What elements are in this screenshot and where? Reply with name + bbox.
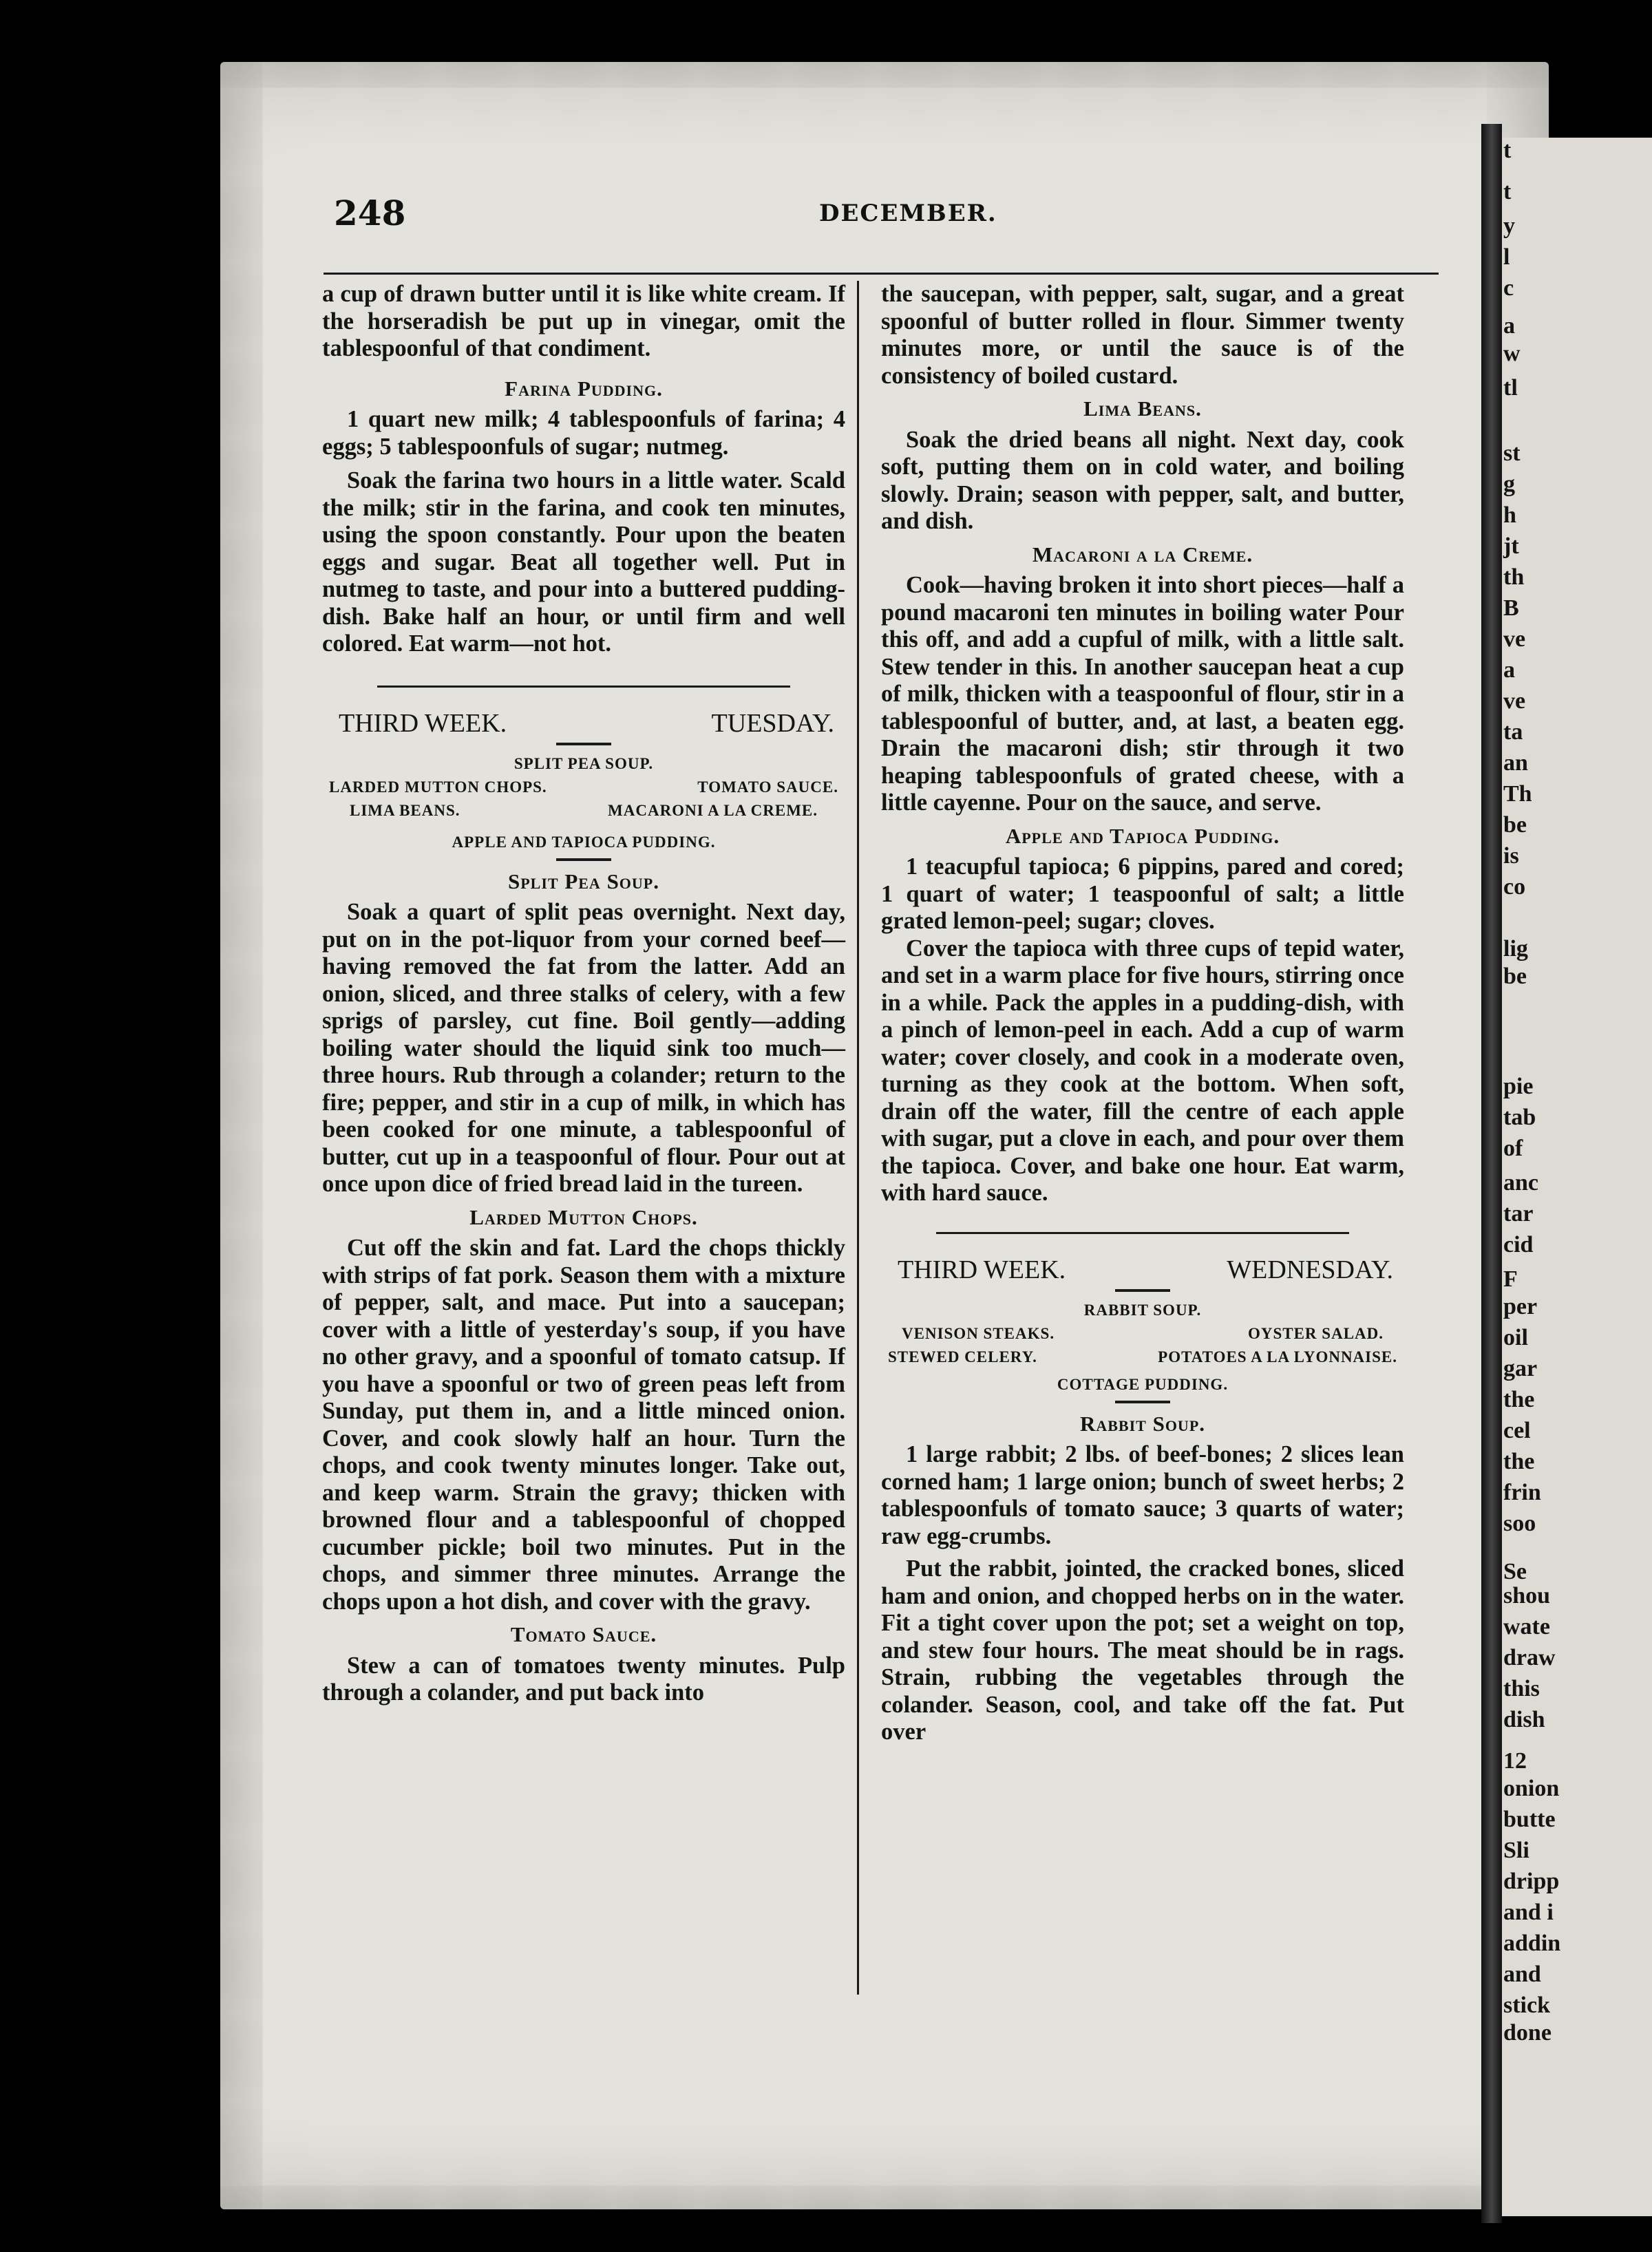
facing-page-fragment: ta bbox=[1503, 719, 1523, 745]
facing-page-fragment: tar bbox=[1503, 1201, 1534, 1226]
facing-page-fragment: this bbox=[1503, 1676, 1540, 1701]
lima-method: Soak the dried beans all night. Next day, cook soft, putting them on in cold water, and boiling slowly. Drain; season with pepper, salt, and butter, and dish. bbox=[881, 426, 1404, 534]
facing-page-fragment: a bbox=[1503, 313, 1515, 339]
facing-page-fragment: B bbox=[1503, 595, 1519, 621]
facing-page-fragment: ve bbox=[1503, 626, 1526, 652]
facing-page-fragment: tab bbox=[1503, 1105, 1536, 1130]
facing-page-fragment: c bbox=[1503, 275, 1514, 301]
facing-page-fragment: is bbox=[1503, 843, 1519, 869]
facing-page-fragment: dripp bbox=[1503, 1869, 1560, 1894]
facing-page-fragment: addin bbox=[1503, 1931, 1561, 1956]
mutton-method: Cut off the skin and fat. Lard the chops thickly with strips of fat pork. Season them with a mixture of pepper, salt, and mace. Put into a saucepan; cover with a little of yesterday's soup, if you have no other gravy, and a spoonful of tomato catsup. If you have a spoonful or two of green peas left from Sunday, put them in, and a little minced onion. Cover, and cook slowly half an hour. Turn the chops, and cook twenty minutes longer. Take out, and keep warm. Strain the gravy; thicken with browned flour and a tablespoonful of chopped cucumber pickle; boil two minutes. Put in the chops, and simmer three minutes. Arrange the chops upon a hot dish, and cover with the gravy. bbox=[322, 1235, 845, 1615]
menu-item: RABBIT SOUP. bbox=[1083, 1301, 1202, 1319]
short-rule bbox=[1115, 1289, 1170, 1292]
recipe-title-apple-tapioca: Apple and Tapioca Pudding. bbox=[1005, 823, 1280, 848]
week-heading bbox=[339, 708, 834, 739]
recipe-title-lima: Lima Beans. bbox=[1083, 396, 1202, 421]
rabbit-method: Put the rabbit, jointed, the cracked bones, sliced ham and onion, and chopped herbs on in the water. Fit a tight cover upon the pot; set a weight on top, and stew four hours. The meat should be in rags. Strain, rubbing the vegetables through the colander. Season, cool, and take off the fat. Put over bbox=[881, 1555, 1404, 1745]
macaroni-method: Cook—having broken it into short pieces—half a pound macaroni ten minutes in boiling water Pour this off, and add a cupful of milk, with a little salt. Stew tender in this. In another saucepan heat a cup of milk, thicken with a teaspoonful of flour, stir in a tablespoonful of butter, and, at last, a beaten egg. Drain the macaroni dish; stir through it two heaping tablespoonfuls of grated cheese, with a little cayenne. Pour on the sauce, and serve. bbox=[881, 572, 1404, 816]
short-rule bbox=[1115, 1401, 1170, 1403]
facing-page-fragment: F bbox=[1503, 1266, 1518, 1292]
farina-ingredients: 1 quart new milk; 4 tablespoonfuls of farina; 4 eggs; 5 tablespoonfuls of sugar; nutmeg. bbox=[322, 406, 845, 460]
facing-page-fragment: Th bbox=[1503, 781, 1532, 807]
header-rule bbox=[324, 273, 1439, 275]
facing-page-fragment: anc bbox=[1503, 1170, 1538, 1196]
facing-page-fragment: per bbox=[1503, 1294, 1538, 1319]
facing-page-fragment: h bbox=[1503, 502, 1516, 528]
facing-page-fragment: pie bbox=[1503, 1074, 1534, 1099]
facing-page-fragment: 12 bbox=[1503, 1748, 1527, 1774]
facing-page-fragment: done bbox=[1503, 2020, 1552, 2046]
facing-page-fragment: Sli bbox=[1503, 1838, 1529, 1863]
facing-page-fragment: jt bbox=[1503, 533, 1519, 559]
facing-page-fragment: the bbox=[1503, 1387, 1535, 1412]
facing-page-fragment: cel bbox=[1503, 1418, 1531, 1443]
facing-page-fragment: a bbox=[1503, 657, 1515, 683]
day-menu bbox=[322, 752, 845, 854]
menu-item: STEWED CELERY. bbox=[888, 1348, 1037, 1366]
rabbit-ingredients: 1 large rabbit; 2 lbs. of beef-bones; 2 slices lean corned ham; 1 large onion; bunch of sweet herbs; 2 tablespoonfuls of tomato sauce; 3 quarts of water; raw egg-crumbs. bbox=[881, 1441, 1404, 1549]
facing-page-fragment: ve bbox=[1503, 688, 1526, 714]
short-rule bbox=[556, 858, 611, 861]
recipe-title-mutton: Larded Mutton Chops. bbox=[469, 1204, 698, 1229]
facing-page-fragment: lig bbox=[1503, 936, 1528, 962]
facing-page-fragment: gar bbox=[1503, 1356, 1538, 1381]
facing-page-fragment: soo bbox=[1503, 1511, 1536, 1536]
facing-page-edge bbox=[1502, 138, 1652, 2216]
facing-page-fragment: be bbox=[1503, 812, 1527, 838]
facing-page-fragment: shou bbox=[1503, 1583, 1551, 1608]
facing-page-fragment: the bbox=[1503, 1449, 1535, 1474]
facing-page-fragment: t bbox=[1503, 138, 1512, 163]
menu-item: LIMA BEANS. bbox=[350, 801, 460, 819]
running-head bbox=[324, 193, 1439, 241]
facing-page-fragment: butte bbox=[1503, 1807, 1556, 1832]
facing-page-fragment: dish bbox=[1503, 1707, 1545, 1732]
right-column bbox=[881, 281, 1404, 1746]
day-label: WEDNESDAY. bbox=[1227, 1255, 1393, 1284]
recipe-title-macaroni: Macaroni a la Creme. bbox=[1032, 542, 1253, 566]
week-label: THIRD WEEK. bbox=[339, 708, 507, 738]
menu-item: COTTAGE PUDDING. bbox=[1057, 1375, 1229, 1393]
menu-row bbox=[322, 776, 845, 799]
facing-page-fragment: co bbox=[1503, 874, 1526, 900]
book-spine bbox=[1481, 124, 1502, 2223]
farina-method: Soak the farina two hours in a little water. Scald the milk; stir in the farina, and cook ten minutes, using the spoon constantly. Pour upon the beaten eggs and sugar. Beat all together well. Put in nutmeg to taste, and pour into a buttered pudding-dish. Bake half an hour, or until firm and well colored. Eat warm—not hot. bbox=[322, 467, 845, 657]
facing-page-fragment: be bbox=[1503, 964, 1527, 989]
running-title: DECEMBER. bbox=[819, 200, 997, 227]
day-menu bbox=[881, 1299, 1404, 1396]
day-label: TUESDAY. bbox=[711, 708, 834, 738]
menu-item: SPLIT PEA SOUP. bbox=[513, 754, 654, 772]
recipe-title-tomato: Tomato Sauce. bbox=[510, 1622, 657, 1646]
facing-page-fragment: wate bbox=[1503, 1614, 1550, 1639]
menu-item: OYSTER SALAD. bbox=[1247, 1324, 1384, 1342]
menu-item: POTATOES A LA LYONNAISE. bbox=[1158, 1348, 1397, 1366]
menu-item: LARDED MUTTON CHOPS. bbox=[329, 778, 547, 796]
recipe-title-farina: Farina Pudding. bbox=[505, 376, 663, 401]
menu-row bbox=[881, 1322, 1404, 1346]
page-number: 248 bbox=[334, 193, 406, 233]
week-heading bbox=[898, 1255, 1393, 1285]
facing-page-fragment: and bbox=[1503, 1962, 1541, 1987]
section-rule bbox=[377, 686, 790, 688]
facing-page-fragment: tl bbox=[1503, 375, 1518, 401]
week-label: THIRD WEEK. bbox=[898, 1255, 1066, 1284]
facing-page-fragment: y bbox=[1503, 213, 1515, 239]
menu-item: VENISON STEAKS. bbox=[902, 1324, 1055, 1342]
menu-item: TOMATO SAUCE. bbox=[697, 778, 838, 796]
facing-page-fragment: of bbox=[1503, 1136, 1523, 1161]
menu-item: MACARONI A LA CREME. bbox=[608, 801, 818, 819]
facing-page-fragment: onion bbox=[1503, 1776, 1560, 1801]
facing-page-fragment: st bbox=[1503, 440, 1521, 466]
apple-tapioca-method: Cover the tapioca with three cups of tepid water, and set in a warm place for five hours, stirring once in a while. Pack the apples in a pudding-dish, with a pinch of lemon-peel in each. Add a cup of warm water; cover closely, and cook in a moderate oven, turning as they cook at the bottom. When soft, drain off the water, fill the centre of each apple with sugar, put a clove in each, and pour over them the tapioca. Cover, and bake one hour. Eat warm, with hard sauce. bbox=[881, 935, 1404, 1206]
facing-page-fragment: w bbox=[1503, 341, 1521, 366]
facing-page-fragment: g bbox=[1503, 471, 1515, 497]
menu-row bbox=[881, 1346, 1404, 1369]
split-pea-method: Soak a quart of split peas overnight. Next day, put on in the pot-liquor from your corned beef—having removed the fat from the latter. Add an onion, sliced, and three stalks of celery, with a few sprigs of parsley, cut fine. Boil gently—adding boiling water should the liquid sink too much—three hours. Rub through a colander; return to the fire; pepper, and stir in a cup of milk, in which has been cooked for one minute, a tablespoonful of butter, cut up in a teaspoonful of flour. Pour out at once upon dice of fried bread laid in the tureen. bbox=[322, 899, 845, 1197]
facing-page-fragment: oil bbox=[1503, 1325, 1528, 1350]
facing-page-fragment: t bbox=[1503, 179, 1512, 204]
continued-paragraph: the saucepan, with pepper, salt, sugar, and a great spoonful of butter rolled in flour. Simmer twenty minutes more, or until the sauce is of the consistency of boiled custard. bbox=[881, 281, 1404, 389]
facing-page-fragment: and i bbox=[1503, 1900, 1554, 1925]
facing-page-fragment: th bbox=[1503, 564, 1525, 590]
menu-row bbox=[322, 799, 845, 822]
short-rule bbox=[556, 743, 611, 745]
recipe-title-rabbit: Rabbit Soup. bbox=[1079, 1411, 1206, 1436]
facing-page-fragment: stick bbox=[1503, 1993, 1550, 2018]
section-rule bbox=[936, 1232, 1349, 1234]
apple-tapioca-ingredients: 1 teacupful tapioca; 6 pippins, pared and cored; 1 quart of water; 1 teaspoonful of salt; a little grated lemon-peel; sugar; cloves. bbox=[881, 853, 1404, 934]
menu-item: APPLE AND TAPIOCA PUDDING. bbox=[452, 833, 716, 851]
facing-page-fragment: l bbox=[1503, 244, 1510, 270]
left-column bbox=[322, 281, 845, 1707]
column-divider bbox=[857, 281, 859, 1995]
facing-page-fragment: frin bbox=[1503, 1480, 1541, 1505]
facing-page-fragment: an bbox=[1503, 750, 1528, 776]
facing-page-fragment: cid bbox=[1503, 1232, 1534, 1257]
facing-page-fragment: Se bbox=[1503, 1559, 1527, 1584]
facing-page-fragment: draw bbox=[1503, 1645, 1556, 1670]
continued-paragraph: a cup of drawn butter until it is like white cream. If the horseradish be put up in vinegar, omit the tablespoonful of that condiment. bbox=[322, 281, 845, 361]
tomato-method: Stew a can of tomatoes twenty minutes. Pulp through a colander, and put back into bbox=[322, 1652, 845, 1706]
recipe-title-split-pea: Split Pea Soup. bbox=[507, 869, 659, 893]
